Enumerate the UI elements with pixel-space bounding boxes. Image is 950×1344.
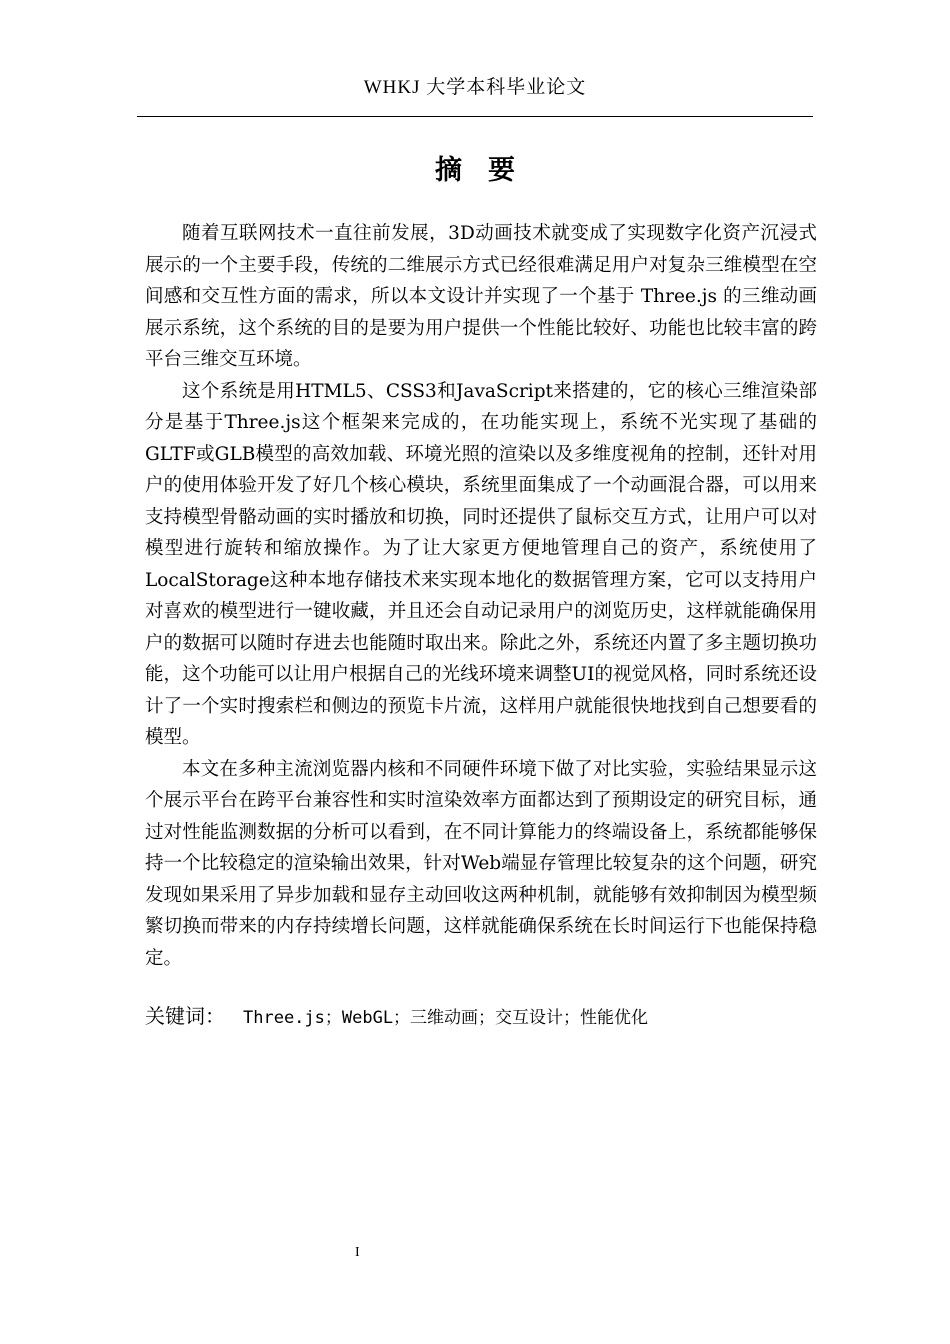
- page-number: I: [355, 1245, 360, 1260]
- header-divider: [137, 116, 813, 117]
- abstract-paragraph: 本文在多种主流浏览器内核和不同硬件环境下做了对比实验，实验结果显示这个展示平台在跨平台兼容性和实时渲染效率方面都达到了预期设定的研究目标，通过对性能监测数据的分析可以看到，在不同计算能力的终端设备上，系统都能够保持一个比较稳定的渲染输出效果，针对Web端显存管理比较复杂的这个问题，研究发现如果采用了异步加载和显存主动回收这两种机制，就能够有效抑制因为模型频繁切换而带来的内存持续增长问题，这样就能确保系统在长时间运行下也能保持稳定。: [145, 758, 817, 969]
- keywords-label: 关键词：: [145, 1004, 225, 1028]
- keywords-value: Three.js；WebGL；三维动画；交互设计；性能优化: [243, 1008, 649, 1028]
- abstract-title: 摘要: [435, 155, 541, 186]
- running-header: WHKJ 大学本科毕业论文: [363, 77, 587, 98]
- abstract-paragraph: 这个系统是用HTML5、CSS3和JavaScript来搭建的，它的核心三维渲染部分是基于Three.js这个框架来完成的，在功能实现上，系统不光实现了基础的GLTF或GLB模型的高效加载、环境光照的渲染以及多维度视角的控制，还针对用户的使用体验开发了好几个核心模块，系统里面集成了一个动画混合器，可以用来支持模型骨骼动画的实时播放和切换，同时还提供了鼠标交互方式，让用户可以对模型进行旋转和缩放操作。为了让大家更方便地管理自己的资产，系统使用了LocalStorage这种本地存储技术来实现本地化的数据管理方案，它可以支持用户对喜欢的模型进行一键收藏，并且还会自动记录用户的浏览历史，这样就能确保用户的数据可以随时存进去也能随时取出来。除此之外，系统还内置了多主题切换功能，这个功能可以让用户根据自己的光线环境来调整UI的视觉风格，同时系统还设计了一个实时搜索栏和侧边的预览卡片流，这样用户就能很快地找到自己想要看的模型。: [145, 380, 817, 748]
- abstract-paragraph: 随着互联网技术一直往前发展，3D动画技术就变成了实现数字化资产沉浸式展示的一个主要手段，传统的二维展示方式已经很难满足用户对复杂三维模型在空间感和交互性方面的需求，所以本文设计并实现了一个基于 Three.js 的三维动画展示系统，这个系统的目的是要为用户提供一个性能比较好、功能也比较丰富的跨平台三维交互环境。: [145, 223, 817, 370]
- abstract-body: [145, 218, 817, 974]
- keywords-line: [145, 1000, 817, 1029]
